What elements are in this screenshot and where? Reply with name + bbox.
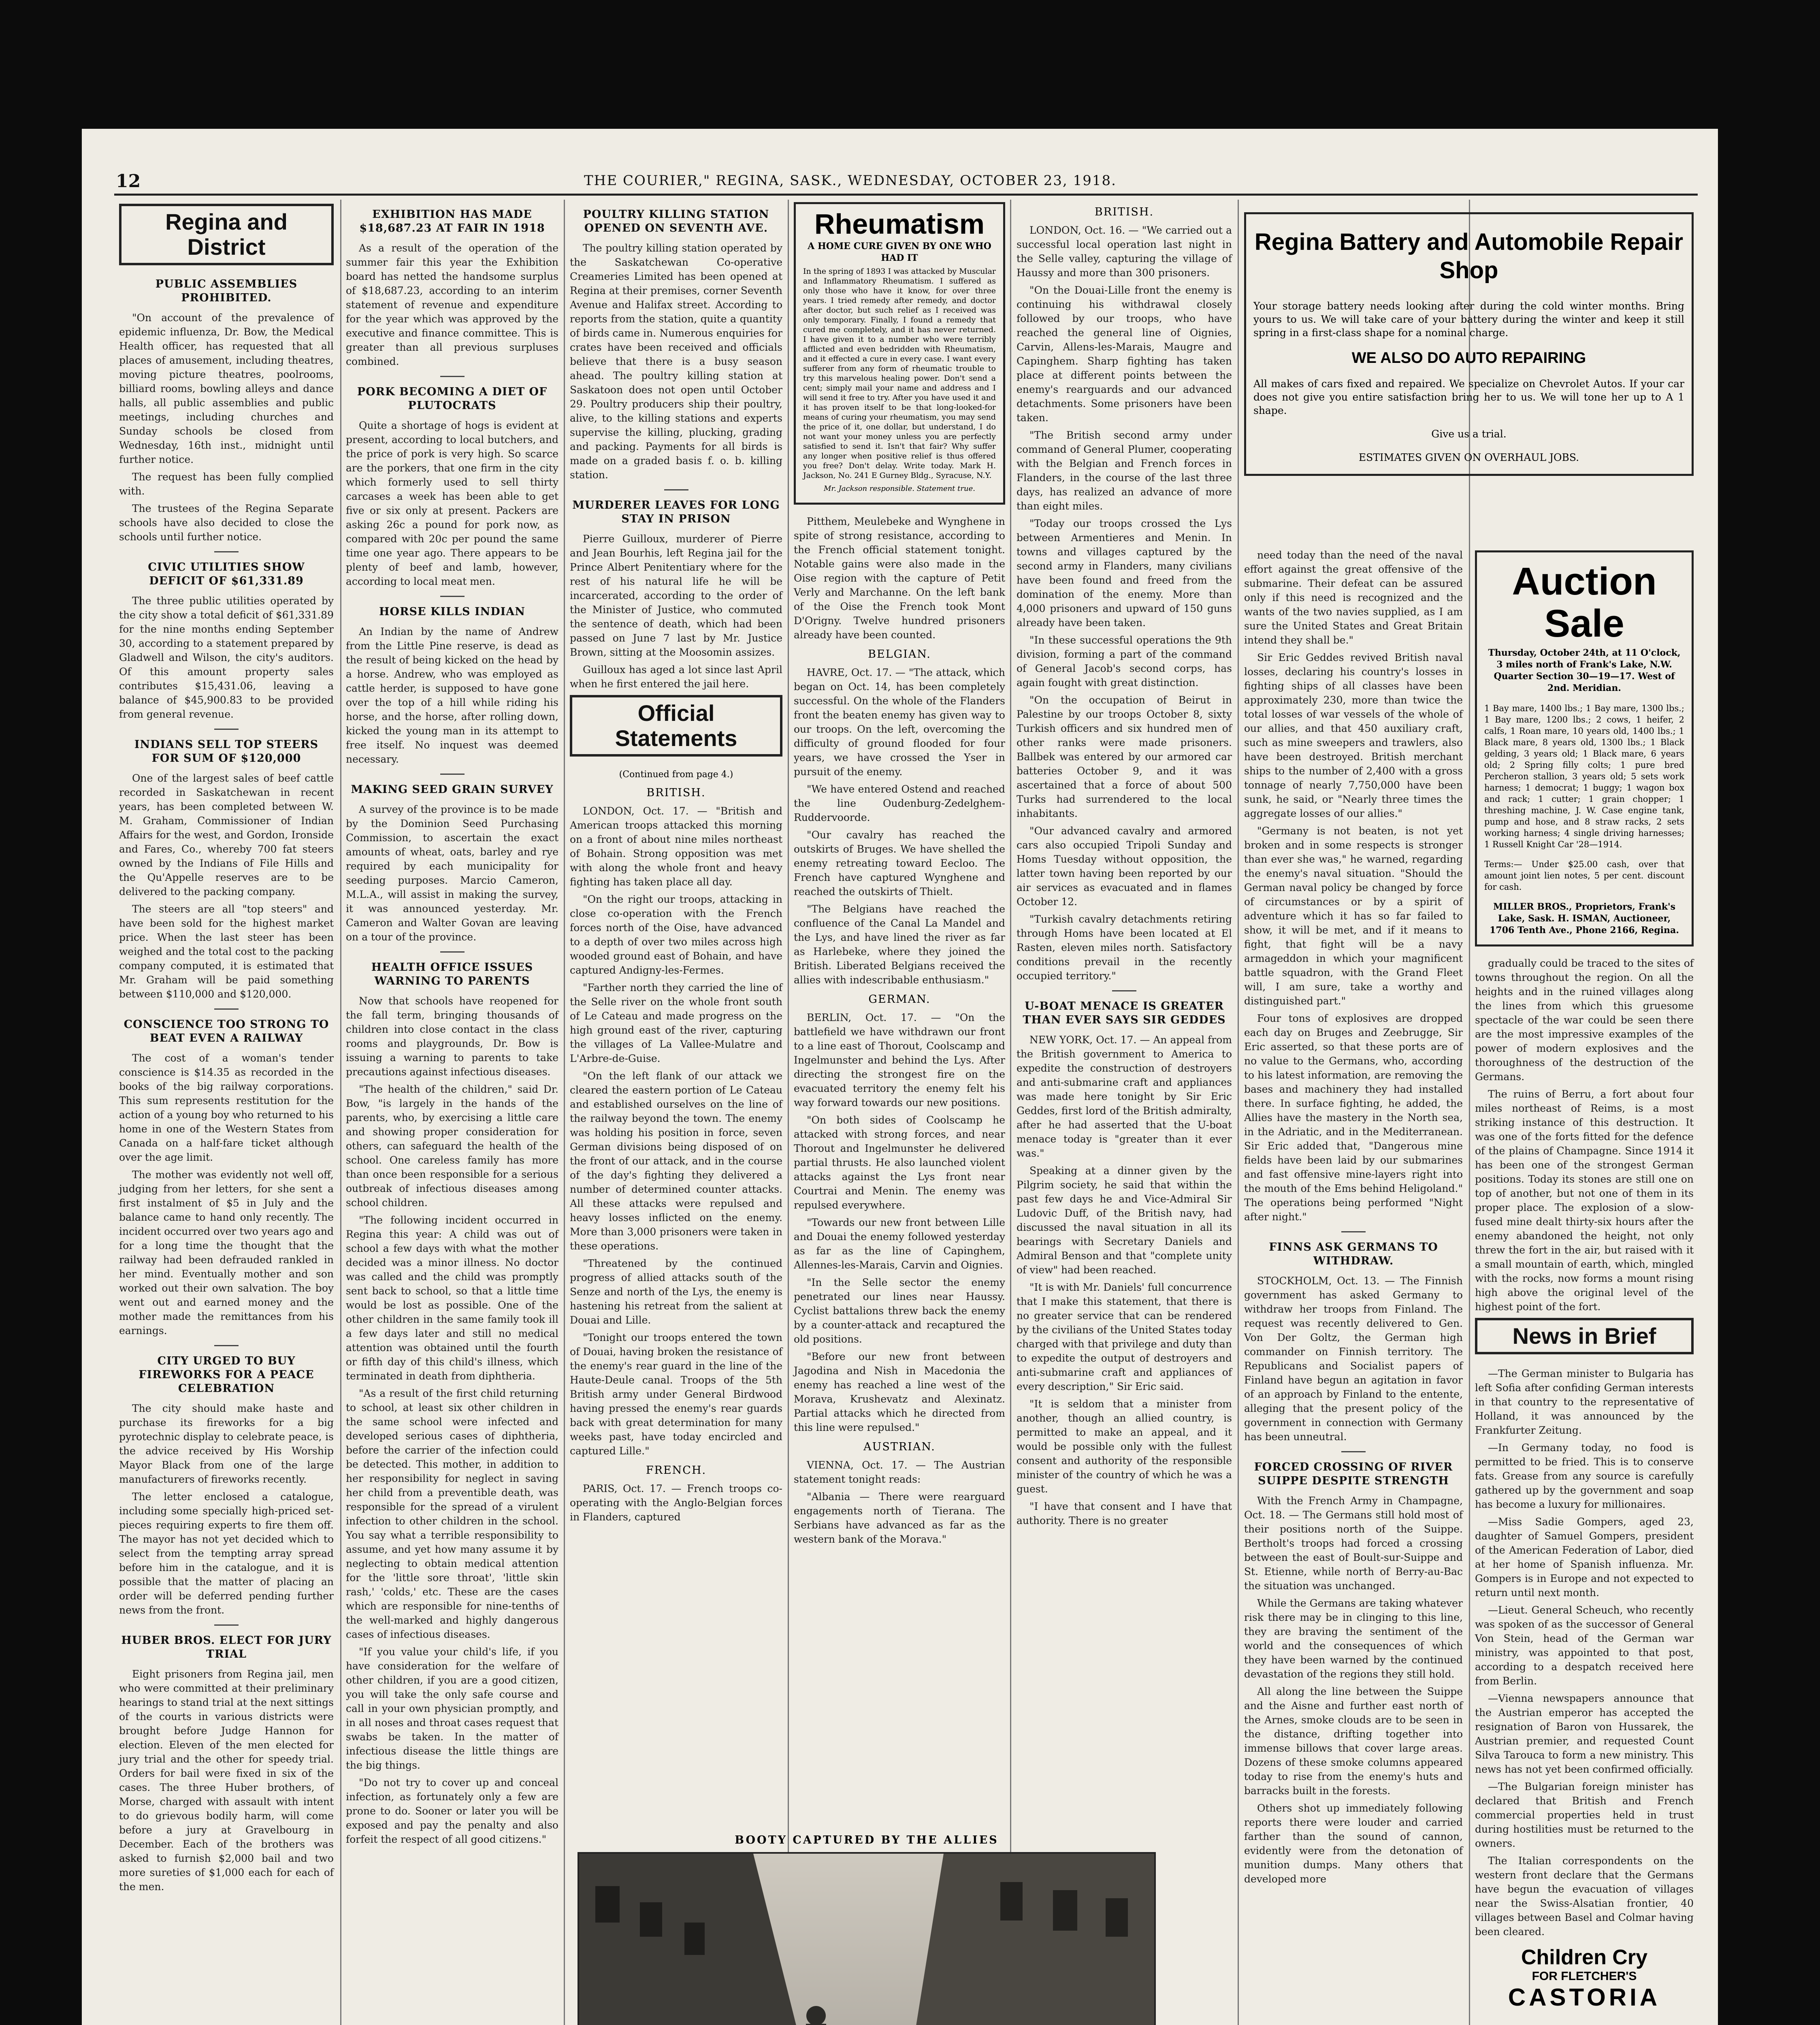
- paragraph: "On the Douai-Lille front the enemy is continuing his withdrawal closely followed by our troops, who have reached the general line of Oignies, Carvin, Allens-les-Marais, Maugre and Capinghem. Sharp fighting has taken place at different points between the enemy's rearguards and our advanced detachments. Some prisoners have been taken.: [1017, 284, 1232, 424]
- ad-subtitle: A HOME CURE GIVEN BY ONE WHO HAD IT: [808, 241, 991, 263]
- column-rule: [1238, 200, 1239, 2025]
- paragraph: Now that schools have reopened for the fall term, bringing thousands of children into close contact in the class rooms and playgrounds, Dr. Bow is issuing a warning to parents to take precautions against infectious diseases.: [346, 995, 558, 1078]
- article-title: CITY URGED TO BUY FIREWORKS FOR A PEACE CELEBRATION: [139, 1355, 314, 1395]
- section-title: BELGIAN.: [868, 648, 931, 661]
- ad-line: CASTORIA: [1508, 1984, 1661, 2011]
- paragraph: "In these successful operations the 9th division, forming a part of the command of General Jacob's second corps, has again fought with great distinction.: [1017, 634, 1232, 688]
- column-rule: [340, 200, 341, 2025]
- castoria-ad: [1475, 1945, 1694, 2011]
- article-title: FORCED CROSSING OF RIVER SUIPPE DESPITE STRENGTH: [1254, 1461, 1453, 1487]
- paragraph: "The British second army under command of General Plumer, cooperating with the Belgian and French forces in Flanders, in the course of the last three days, has realized an advance of more than eight miles.: [1017, 429, 1232, 512]
- paragraph: need today than the need of the naval effort against the great offensive of the submarine. Their defeat can be assured only if this need is recognized and the wants of the two navies supplied, as I am sure the United States and Great Britain intend they shall be.": [1244, 549, 1463, 646]
- ad-signature: MILLER BROS., Proprietors, Frank's Lake, Sask. H. ISMAN, Auctioneer, 1706 Tenth Ave., Phone 2166, Regina.: [1490, 902, 1679, 936]
- section-title: GERMAN.: [868, 993, 931, 1006]
- paragraph: "Towards our new front between Lille and Douai the enemy followed yesterday as far as the line of Capinghem, Allennes-les-Marais, Carvin and Oignies.: [794, 1217, 1005, 1271]
- paragraph: The mother was evidently not well off, judging from her letters, for she sent a first instalment of $5 in July and the balance came to hand only recently. The incident occurred over two years ago and for a long time the thought that the railway had been defrauded rankled in her mind. Eventually mother and son worked out their own salvation. The boy went out and earned money and the mother made the remittances from his earnings.: [119, 1169, 334, 1336]
- divider: [214, 1345, 239, 1346]
- paragraph: —Lieut. General Scheuch, who recently was spoken of as the successor of General Von Stein, head of the German war ministry, was appointed to that post, according to a despatch received here from Berlin.: [1475, 1604, 1694, 1687]
- column-6: [1244, 548, 1463, 1889]
- ad-text: 1 Bay mare, 1400 lbs.; 1 Bay mare, 1300 lbs.; 1 Bay mare, 1200 lbs.; 2 cows, 1 heifer, 2 calfs, 1 Roan mare, 10 years old, 1400 lbs.; 1 Black mare, 8 years old, 1300 lbs.; 1 Black gelding, 3 years old; 1 Black mare, 6 years old; 2 Spring filly colts; 1 pure bred Percheron stallion, 3 years old; 5 sets work harness; 1 democrat; 1 buggy; 1 wagon box and rack; 1 cutter; 1 grain chopper; 1 threshing machine, J. W. Case engine tank, pump and hose, and 8 straw racks, 2 sets working harness; 4 single driving harnesses; 1 Russell Knight Car '28—1914.: [1484, 703, 1684, 849]
- divider: [1341, 1231, 1366, 1232]
- paragraph: Quite a shortage of hogs is evident at present, according to local butchers, and the price of pork is very high. So scarce are the porkers, that one firm in the city which formerly used to sell thirty carcases a week has been able to get five or six only at present. Packers are asking 26c a pound for pork now, as compared with 20c per pound the same time one year ago. There appears to be plenty of beef and lamb, however, according to local meat men.: [346, 420, 558, 587]
- section-title: AUSTRIAN.: [863, 1441, 936, 1453]
- paragraph: LONDON, Oct. 17. — "British and American troops attacked this morning on a front of about nine miles northeast of Bohain. Strong opposition was met with along the whole front and heavy fighting has taken place all day.: [570, 805, 782, 888]
- paragraph: NEW YORK, Oct. 17. — An appeal from the British government to America to expedite the construction of destroyers and anti-submarine craft and appliances was made here tonight by Sir Eric Geddes, first lord of the British admiralty, after he had asserted that the U-boat menace today is "greater than it ever was.": [1017, 1034, 1232, 1159]
- paragraph: —Vienna newspapers announce that the Austrian emperor has accepted the resignation of Baron von Hussarek, the Austrian premier, and requested Count Silva Tarouca to form a new ministry. This news has not yet been confirmed officially.: [1475, 1692, 1694, 1775]
- divider: [440, 951, 465, 953]
- street-scene-photo: [579, 1854, 1154, 2025]
- paragraph: "Germany is not beaten, is not yet broken and in some respects is stronger than ever she was," he warned, regarding the enemy's naval situation. "Should the German naval policy be changed by force of circumstances or by a spirit of adventure which it has so far failed to show, it will be met, and if it means to fight, that fight will be a navy armageddon in which your magnificent battle squadron, with the Grand Fleet will, I am sure, take a worthy and distinguished part.": [1244, 825, 1463, 1007]
- paragraph: With the French Army in Champagne, Oct. 18. — The Germans still hold most of their positions north of the Suippe. Bertholt's troops had forced a crossing between the east of Boult-sur-Suippe and St. Etienne, while north of Berry-au-Bac the situation was unchanged.: [1244, 1495, 1463, 1592]
- ad-text: Your storage battery needs looking after during the cold winter months. Bring yours to us. We will take care of your battery during the winter and keep it still spring in a first-class shape for a nominal charge.: [1253, 300, 1684, 339]
- article-title: MAKING SEED GRAIN SURVEY: [351, 783, 554, 796]
- paragraph: HAVRE, Oct. 17. — "The attack, which began on Oct. 14, has been completely successful. On the whole of the Flanders front the beaten enemy has given way to our troops. On the left, overcoming the difficulty of ground flooded for four years, we have crossed the Yser in pursuit of the enemy.: [794, 667, 1005, 778]
- paragraph: "Today our troops crossed the Lys between Armentieres and Menin. In towns and villages captured by the second army in Flanders, many civilians have been found and freed from the domination of the enemy. More than 4,000 prisoners and upward of 150 guns already have been taken.: [1017, 518, 1232, 629]
- divider: [664, 489, 688, 490]
- paragraph: —The Bulgarian foreign minister has declared that British and French commercial properties held in trust during hostilities must be returned to the owners.: [1475, 1781, 1694, 1849]
- paragraph: "If you value your child's life, if you have consideration for the welfare of other children, if you are a good citizen, you will take the only safe course and call in your own physician promptly, and in all noses and throat cases request that swabs be taken. In the matter of infectious disease the little things are the big things.: [346, 1646, 558, 1771]
- paragraph: BERLIN, Oct. 17. — "On the battlefield we have withdrawn our front to a line east of Thorout, Coolscamp and Ingelmunster and behind the Lys. After directing the strongest fire on the evacuated territory the enemy felt his way forward towards our new positions.: [794, 1012, 1005, 1108]
- ad-text: Give us a trial.: [1431, 428, 1507, 440]
- paragraph: "On the occupation of Beirut in Palestine by our troops October 8, sixty Turkish officers and six hundred men of other ranks were made prisoners. Ballbek was entered by our armored car batteries October 9, and it was ascertained that a force of about 500 Turks had surrendered to the local inhabitants.: [1017, 694, 1232, 819]
- article-title: HORSE KILLS INDIAN: [379, 605, 525, 618]
- paragraph: "Our advanced cavalry and armored cars also occupied Tripoli Sunday and Homs Tuesday without opposition, the latter town having been reported by our air services as evacuated and in flames October 12.: [1017, 825, 1232, 908]
- paragraph: The city should make haste and purchase its fireworks for a big pyrotechnic display to celebrate peace, is the advice received by His Worship Mayor Black from one of the large manufacturers of fireworks recently.: [119, 1403, 334, 1485]
- divider: [1112, 990, 1136, 991]
- ad-text: In the spring of 1893 I was attacked by Muscular and Inflammatory Rheumatism. I suffered as only those who have it know, for over three years. I tried remedy after remedy, and doctor after doctor, but such relief as I received was only temporary. Finally, I found a remedy that cured me completely, and it has never returned. I have given it to a number who were terribly afflicted and even bedridden with Rheumatism, and it effected a cure in every case. I want every sufferer from any form of rheumatic trouble to try this marvelous healing power. Don't send a cent; simply mail your name and address and I will send it free to try. After you have used it and it has proven itself to be that long-looked-for means of curing your rheumatism, you may send the price of it, one dollar, but understand, I do not want your money unless you are perfectly satisfied to send it. Isn't that fair? Why suffer any longer when positive relief is thus offered you free? Don't delay. Write today. Mark H. Jackson, No. 241 E Gurney Bldg., Syracuse, N.Y.: [803, 267, 996, 480]
- paragraph: STOCKHOLM, Oct. 13. — The Finnish government has asked Germany to withdraw her troops from Finland. The request was recently delivered to Gen. Von Der Goltz, the German high commander on Finnish territory. The Republicans and Socialist papers of Finland have begun an agitation in favor of an approach by Finland to the entente, alleging that the present policy of the government in connection with Germany has been unneutral.: [1244, 1275, 1463, 1443]
- paragraph: Guilloux has aged a lot since last April when he first entered the jail here.: [570, 664, 782, 690]
- paragraph: The request has been fully complied with.: [119, 471, 334, 497]
- paragraph: "Do not try to cover up and conceal infection, as fortunately only a few are prone to do. Sooner or later you will be exposed and pay the penalty and also forfeit the respect of all good citizens.": [346, 1777, 558, 1845]
- column-1: [119, 200, 334, 1897]
- article-title: U-BOAT MENACE IS GREATER THAN EVER SAYS SIR GEDDES: [1023, 1000, 1226, 1026]
- paragraph: Others shot up immediately following reports there were louder and carried farther than the sound of cannon, evidently were from the detonation of munition dumps. Many others that developed more: [1244, 1802, 1463, 1885]
- banner-title: Regina and District: [165, 209, 288, 260]
- paragraph: The steers are all "top steers" and have been sold for the highest market price. When the last steer has been weighed and the total cost to the packing company computed, it is estimated that Mr. Graham will be paid something between $110,000 and $120,000.: [119, 903, 334, 1000]
- paragraph: "As a result of the first child returning to school, at least six other children in the same school were infected and developed serious cases of diphtheria, before the carrier of the infection could be detected. This mother, in addition to her responsibility for neglect in saving her child from a preventible death, was responsible for the spread of a virulent infection to other children in the school. You say what a terrible responsibility to assume, and yet how many assume it by neglecting to obtain medical attention for the 'little sore throat', 'little skin rash,' 'colds,' etc. These are the cases which are responsible for nine-tenths of the well-marked and highly dangerous cases of infectious diseases.: [346, 1388, 558, 1640]
- paragraph: The poultry killing station operated by the Saskatchewan Co-operative Creameries Limited has been opened at Regina at their premises, corner Seventh Avenue and Halifax street. According to reports from the station, quite a quantity of birds came in. Numerous enquiries for crates have been received and officials believe that there is a busy season ahead. The poultry killing station at Saskatoon does not open until October 29. Poultry producers ship their poultry, alive, to the killing stations and experts supervise the killing, plucking, grading and packing. Payments for all birds is made on a graded basis f. o. b. killing station.: [570, 242, 782, 481]
- paragraph: Sir Eric Geddes revived British naval losses, declaring his country's losses in fighting ships of all classes have been approximately 230, more than twice the total losses of war vessels of the whole of our allies, and that 450 auxiliary craft, such as mine sweepers and trawlers, also have been destroyed. British merchant ships to the number of 2,400 with a gross tonnage of nearly 7,750,000 have been sunk, he said, or "Nearly three times the aggregate losses of our allies.": [1244, 652, 1463, 819]
- paragraph: "We have entered Ostend and reached the line Oudenburg-Zedelghem-Ruddervoorde.: [794, 783, 1005, 823]
- ad-subtitle: Thursday, October 24th, at 11 O'clock, 3 miles north of Frank's Lake, N.W. Quarter Section 30—19—17. West of 2nd. Meridian.: [1488, 648, 1681, 693]
- article-title: POULTRY KILLING STATION OPENED ON SEVENTH AVE.: [583, 208, 769, 234]
- battery-ad: [1244, 210, 1694, 486]
- paragraph: All along the line between the Suippe and the Aisne and further east north of the Arnes, smoke clouds are to be seen in the distance, drifting together into immense billows that cover large areas. Dozens of these smoke columns appeared today to rise from the enemy's huts and barracks built in the forests.: [1244, 1686, 1463, 1797]
- paragraph: "Farther north they carried the line of the Selle river on the whole front south of Le Cateau and made progress on the high ground east of the river, capturing the villages of La Vallee-Mulatre and L'Arbre-de-Guise.: [570, 982, 782, 1064]
- captured-guns-photo: [578, 1852, 1156, 2025]
- column-rule: [788, 200, 789, 2025]
- ad-text: All makes of cars fixed and repaired. We specialize on Chevrolet Autos. If your car does not give you entire satisfaction bring her to us. We will tone her up to A 1 shape.: [1253, 378, 1684, 416]
- section-title: BRITISH.: [646, 787, 706, 799]
- news-in-brief-banner: [1475, 1318, 1694, 1354]
- paragraph: —The German minister to Bulgaria has left Sofia after confiding German interests in that country to the representative of Holland, it was announced by the Frankfurter Zeitung.: [1475, 1368, 1694, 1436]
- rheumatism-ad: [794, 202, 1005, 505]
- ad-text: ESTIMATES GIVEN ON OVERHAUL JOBS.: [1358, 452, 1579, 463]
- newspaper-page: [82, 129, 1718, 2025]
- article-title: HUBER BROS. ELECT FOR JURY TRIAL: [121, 1634, 332, 1660]
- paragraph: VIENNA, Oct. 17. — The Austrian statement tonight reads:: [794, 1459, 1005, 1485]
- paragraph: "Albania — There were rearguard engagements north of Tierana. The Serbians have advanced as far as the western bank of the Morava.": [794, 1491, 1005, 1545]
- article-title: CONSCIENCE TOO STRONG TO BEAT EVEN A RAILWAY: [124, 1018, 329, 1044]
- column-7: [1475, 548, 1694, 2011]
- booty-photo-block: [571, 1834, 1162, 2025]
- divider: [214, 1008, 239, 1010]
- page-header: [82, 168, 1718, 193]
- article-title: PORK BECOMING A DIET OF PLUTOCRATS: [357, 386, 548, 412]
- paragraph: The trustees of the Regina Separate schools have also decided to close the schools until further notice.: [119, 503, 334, 543]
- paragraph: "Before our new front between Jagodina and Nish in Macedonia the enemy has reached a line west of the Morava, Krushevatz and Alexinatz. Partial attacks which he directed from this line were repulsed.": [794, 1351, 1005, 1433]
- ad-line: FOR FLETCHER'S: [1532, 1970, 1637, 1983]
- ad-terms: Terms:— Under $25.00 cash, over that amount joint lien notes, 5 per cent. discount for cash.: [1484, 859, 1684, 892]
- column-rule: [564, 200, 565, 2025]
- paragraph: "The following incident occurred in Regina this year: A child was out of school a few days with what the mother decided was a minor illness. No doctor was called and the child was promptly sent back to school, so that a little time would be lost as possible. One of the other children in the same family took ill a few days later and still no medical attention was obtained until the fourth or fifth day of this child's illness, which terminated in death from diphtheria.: [346, 1214, 558, 1382]
- paragraph: Pitthem, Meulebeke and Wynghene in spite of strong resistance, according to the French official statement tonight. Notable gains were also made in the Oise region with the capture of Petit Verly and Marchanne. On the left bank of the Oise the French took Mont D'Origny. Twelve hundred prisoners already have been counted.: [794, 516, 1005, 641]
- paragraph: While the Germans are taking whatever risk there may be in clinging to this line, they are braving the sentiment of the world and the consequences of which they have been warned by the continued devastation of the regions they still hold.: [1244, 1597, 1463, 1680]
- paragraph: Speaking at a dinner given by the Pilgrim society, he said that within the past few days he and Vice-Admiral Sir Ludovic Duff, of the British navy, had discussed the naval situation in all its bearings with Secretary Daniels and Admiral Benson and that "complete unity of view" had been reached.: [1017, 1165, 1232, 1276]
- ad-line: Children Cry: [1521, 1946, 1648, 1969]
- paragraph: "In the Selle sector the enemy penetrated our lines near Haussy. Cyclist battalions threw back the enemy by a counter-attack and recaptured the old positions.: [794, 1277, 1005, 1345]
- divider: [214, 551, 239, 552]
- article-title: EXHIBITION HAS MADE $18,687.23 AT FAIR IN 1918: [359, 208, 545, 234]
- paragraph: Eight prisoners from Regina jail, men who were committed at their preliminary hearings to stand trial at the next sittings of the courts in various districts were brought before Judge Hannon for election. Eleven of the men elected for jury trial and the other for speedy trial. Orders for bail were fixed in six of the cases. The three Huber brothers, of Morse, charged with assault with intent to do grievous bodily harm, will come before a jury at Gravelbourg in December. Each of the brothers was asked to furnish $2,000 bail and two more sureties of $1,000 each for each of the men.: [119, 1668, 334, 1893]
- page-number: 12: [116, 171, 141, 192]
- section-title: BRITISH.: [1094, 206, 1154, 218]
- article-title: HEALTH OFFICE ISSUES WARNING TO PARENTS: [371, 961, 533, 987]
- regina-district-banner: [119, 204, 334, 265]
- ad-title: Regina Battery and Automobile Repair Shop: [1254, 229, 1684, 284]
- paragraph: "Turkish cavalry detachments retiring through Homs have been located at El Rasten, eleven miles north. Satisfactory conditions prevail in the recently occupied territory.": [1017, 913, 1232, 982]
- ad-title: Rheumatism: [814, 208, 985, 240]
- banner-title: Official Statements: [615, 700, 737, 751]
- article-title: CIVIC UTILITIES SHOW DEFICIT OF $61,331.89: [148, 561, 305, 587]
- paragraph: PARIS, Oct. 17. — French troops co-operating with the Anglo-Belgian forces in Flanders, captured: [570, 1483, 782, 1523]
- continued-note: (Continued from page 4.): [619, 770, 733, 780]
- article-title: FINNS ASK GERMANS TO WITHDRAW.: [1269, 1241, 1438, 1267]
- paragraph: The three public utilities operated by the city show a total deficit of $61,331.89 for the nine months ending September 30, according to a statement prepared by Gladwell and Wilson, the city's auditors. Of this amount property sales contributes $15,431.06, leaving a balance of $45,900.83 to be provided from general revenue.: [119, 595, 334, 720]
- paragraph: An Indian by the name of Andrew from the Little Pine reserve, is dead as the result of being kicked on the head by a horse. Andrew, who was employed as cattle herder, is supposed to have gone over the top of a hill while riding his horse, and the horse, after rolling down, kicked the young man in its attempt to free itself. No inquest was deemed necessary.: [346, 626, 558, 765]
- paragraph: "It is with Mr. Daniels' full concurrence that I make this statement, that there is no greater service that can be rendered by the civilians of the United States today charged with that privilege and duty than to expedite the output of destroyers and anti-submarine craft and appliances of every description," Sir Eric said.: [1017, 1281, 1232, 1392]
- column-rule: [1010, 200, 1011, 2025]
- paragraph: "The health of the children," said Dr. Bow, "is largely in the hands of the parents, who, by exercising a little care and showing proper consideration for others, can safeguard the health of the school. One careless family has more than once been responsible for a serious outbreak of infectious diseases among school children.: [346, 1083, 558, 1209]
- paragraph: The ruins of Berru, a fort about four miles northeast of Reims, is a most striking instance of this destruction. It was one of the forts fitted for the defence of the plains of Champagne. Since 1914 it has been one of the strongest German positions. Today its stones are still one on top of another, but not one of them in its proper place. The explosion of a slow-fused mine dealt thirty-six hours after the enemy abandoned the height, not only threw the fort in the air, but raised with it a small mountain of earth, which, mingled with the rocks, now forms a mount rising high above the original level of the highest point of the fort.: [1475, 1088, 1694, 1313]
- section-title: FRENCH.: [646, 1464, 707, 1477]
- column-5: [1017, 200, 1232, 1531]
- paragraph: "On the right our troops, attacking in close co-operation with the French forces north of the Oise, have advanced to a depth of over two miles across high wooded ground east of Bohain, and have captured Andigny-les-Fermes.: [570, 893, 782, 976]
- official-statements-banner: [570, 695, 782, 757]
- paragraph: The letter enclosed a catalogue, including some specially high-priced set-pieces requiring experts to fire them off. The mayor has not yet decided which to select from the tempting array spread before him in the catalogue, and it is possible that the matter of placing an order will be deferred pending further news from the front.: [119, 1491, 334, 1616]
- battery-ad-box: [1244, 212, 1694, 476]
- divider: [214, 1624, 239, 1626]
- divider: [440, 376, 465, 377]
- paragraph: "Threatened by the continued progress of allied attacks south of the Senze and north of the Lys, the enemy is hastening his retreat from the salient at Douai and Lille.: [570, 1258, 782, 1326]
- divider: [1341, 1451, 1366, 1452]
- ad-footer: Mr. Jackson responsible. Statement true.: [824, 484, 975, 493]
- paragraph: A survey of the province is to be made by the Dominion Seed Purchasing Commission, to ascertain the exact amounts of wheat, oats, barley and rye required by each municipality for seeding purposes. Marcio Cameron, M.L.A., will assist in making the survey, it was announced yesterday. Mr. Cameron and Walter Govan are leaving on a tour of the province.: [346, 804, 558, 943]
- paragraph: "I have that consent and I have that authority. There is no greater: [1017, 1501, 1232, 1526]
- paper-title: THE COURIER," REGINA, SASK., WEDNESDAY, OCTOBER 23, 1918.: [584, 173, 1117, 189]
- paragraph: "It is seldom that a minister from another, though an allied country, is permitted to make an appeal, and it would be possible only with the fullest consent and authority of the responsible minister of the country of which he was a guest.: [1017, 1398, 1232, 1495]
- paragraph: The Italian correspondents on the western front declare that the Germans have begun the evacuation of villages near the Swiss-Alsatian frontier, 40 villages between Basel and Colmar having been cleared.: [1475, 1855, 1694, 1938]
- ad-title: Auction Sale: [1512, 560, 1657, 645]
- paragraph: Pierre Guilloux, murderer of Pierre and Jean Bourhis, left Regina jail for the Prince Albert Penitentiary where for the rest of his natural life he will be incarcerated, according to the order of the Minister of Justice, who commuted the sentence of death, which had been passed on June 7 last by Mr. Justice Brown, sitting at the Moosomin assizes.: [570, 533, 782, 658]
- banner-title: News in Brief: [1512, 1323, 1656, 1349]
- paragraph: "On the left flank of our attack we cleared the eastern portion of Le Cateau and established ourselves on the line of the railway beyond the town. The enemy was holding his position in force, seven German divisions being disposed of on the front of our attack, and in the course of the day's fighting they delivered a number of determined counter attacks. All these attacks were repulsed and heavy losses inflicted on the enemy. More than 3,000 prisoners were taken in these operations.: [570, 1070, 782, 1252]
- paragraph: "The Belgians have reached the confluence of the Canal La Mandel and the Lys, and have lined the river as far as Harlebeke, where they joined the British. Liberated Belgians received the allies with indescribable enthusiasm.": [794, 903, 1005, 986]
- ad-subtitle: WE ALSO DO AUTO REPAIRING: [1351, 350, 1586, 367]
- article-title: PUBLIC ASSEMBLIES PROHIBITED.: [155, 278, 298, 304]
- article-title: INDIANS SELL TOP STEERS FOR SUM OF $120,000: [134, 738, 319, 765]
- column-2: [346, 200, 558, 1850]
- paragraph: "Our cavalry has reached the outskirts of Bruges. We have shelled the enemy retreating toward Eecloo. The French have captured Wynghene and reached the outskirts of Thielt.: [794, 829, 1005, 897]
- column-4: [794, 200, 1005, 1550]
- divider: [214, 729, 239, 730]
- paragraph: —Miss Sadie Gompers, aged 23, daughter of Samuel Gompers, president of the American Federation of Labor, died at her home of Spanish influenza. Mr. Gompers is in Europe and not expected to return until next month.: [1475, 1516, 1694, 1599]
- paragraph: "On both sides of Coolscamp he attacked with strong forces, and near Thorout and Ingelmunster he delivered partial thrusts. He also launched violent attacks against the Lys front near Courtrai and Menin. The enemy was repulsed everywhere.: [794, 1114, 1005, 1211]
- paragraph: Four tons of explosives are dropped each day on Bruges and Zeebrugge, Sir Eric asserted, so that these ports are of no value to the Germans, who, according to his latest information, are removing the bases and machinery they had installed there. In surface fighting, he added, the Allies have the mastery in the North sea, in the Adriatic, and in the Mediterranean. Sir Eric added that, "Dangerous mine fields have been laid by our submarines and fast offensive mine-layers right into the mouth of the Ems behind Heligoland." The operations being performed "Night after night.": [1244, 1013, 1463, 1223]
- paragraph: "On account of the prevalence of epidemic influenza, Dr. Bow, the Medical Health officer, has requested that all places of amusement, including theatres, moving picture theatres, poolrooms, billiard rooms, bowling alleys and dance halls, all public assemblies and public meetings, including churches and Sunday schools be closed from Wednesday, 16th inst., midnight until further notice.: [119, 312, 334, 465]
- paragraph: The cost of a woman's tender conscience is $14.35 as recorded in the books of the big railway corporations. This sum represents restitution for the action of a young boy who returned to his home in one of the Western States from Canada on a half-fare ticket although over the age limit.: [119, 1052, 334, 1163]
- auction-sale-ad: [1475, 550, 1694, 946]
- paragraph: LONDON, Oct. 16. — "We carried out a successful local operation last night in the Selle valley, capturing the village of Haussy and more than 300 prisoners.: [1017, 224, 1232, 279]
- divider: [440, 596, 465, 597]
- paragraph: One of the largest sales of beef cattle recorded in Saskatchewan in recent years, has been completed between W. M. Graham, Commissioner of Indian Affairs for the west, and Gordon, Ironside and Fares, Co., whereby 700 fat steers owned by the Indians of File Hills and the Qu'Appelle reserves are to be delivered to the packing company.: [119, 772, 334, 897]
- column-3: [570, 200, 782, 1527]
- paragraph: gradually could be traced to the sites of towns throughout the region. On all the heights and in the ruined villages along the lines from which this gruesome spectacle of the war could be seen there are the most impressive examples of the power of modern explosives and the thoroughness of the destruction of the Germans.: [1475, 957, 1694, 1083]
- photo-title: BOOTY CAPTURED BY THE ALLIES: [735, 1834, 999, 1846]
- divider: [440, 774, 465, 775]
- header-rule: [114, 194, 1698, 196]
- article-body: [119, 311, 334, 544]
- paragraph: —In Germany today, no food is permitted to be fried. This is to conserve fats. Grease from any source is carefully gathered up by the government and soap has become a luxury for millionaires.: [1475, 1442, 1694, 1510]
- article-title: MURDERER LEAVES FOR LONG STAY IN PRISON: [572, 499, 780, 525]
- paragraph: "Tonight our troops entered the town of Douai, having broken the resistance of the enemy's rear guard in the line of the Haute-Deule canal. Troops of the 5th British army under General Birdwood having pressed the enemy's rear guards back with great determination for many weeks past, have today encircled and captured Lille.": [570, 1332, 782, 1457]
- paragraph: As a result of the operation of the summer fair this year the Exhibition board has netted the handsome surplus of $18,687.23, according to an interim statement of revenue and expenditure for the year which was approved by the executive and finance committee. This is greater than all previous surpluses combined.: [346, 242, 558, 367]
